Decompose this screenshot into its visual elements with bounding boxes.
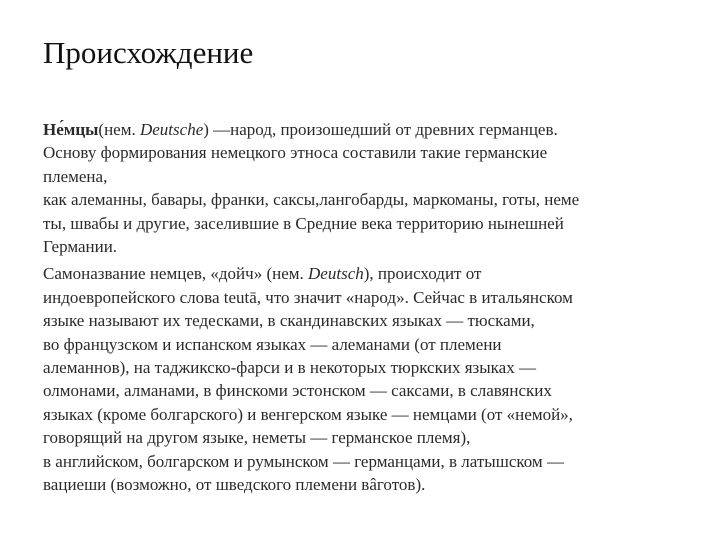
text-fragment: ) —народ, произошедший от древних германцев. xyxy=(203,120,558,139)
slide-title: Происхождение xyxy=(43,35,254,70)
slide-body xyxy=(43,118,693,497)
text-line: вациеши (возможно, от шведского племени вâготов). xyxy=(43,475,426,495)
text-line xyxy=(43,118,693,141)
paragraph-self-name xyxy=(43,262,693,496)
text-line: языках (кроме болгарского) и венгерском языке — немцами (от «немой», xyxy=(43,404,573,424)
text-line: в английском, болгарском и румынском — германцами, в латышском — xyxy=(43,451,564,471)
text-line: олмонами, алманами, в финскоми эстонском — саксами, в славянских xyxy=(43,381,552,401)
foreign-word: Deutsche xyxy=(139,120,204,139)
text-line: говорящий на другом языке, неметы — германское племя), xyxy=(43,428,471,448)
paragraph-nemtsy xyxy=(43,118,693,258)
text-line xyxy=(43,262,693,285)
text-line: Германии. xyxy=(43,237,118,257)
text-fragment: Самоназвание немцев, «дойч» (нем. xyxy=(43,264,309,284)
term-nemtsy: Не́мцы xyxy=(43,120,99,139)
text-line: как алеманны, бавары, франки, саксы,лангобарды, маркоманы, готы, неме xyxy=(43,190,580,210)
text-line: алеманнов), на таджикско-фарси и в некоторых тюркских языках — xyxy=(43,358,536,378)
text-line: индоевропейского слова teutā, что значит «народ». Сейчас в итальянском xyxy=(43,287,573,307)
text-line: языке называют их тедесками, в скандинавских языках — тюсками, xyxy=(43,311,535,331)
text-line: племена, xyxy=(43,166,108,186)
text-line: Основу формирования немецкого этноса составили такие германские xyxy=(43,143,548,163)
foreign-word: Deutsch xyxy=(308,264,364,284)
text-fragment: ), происходит от xyxy=(363,264,482,284)
text-fragment: (нем. xyxy=(98,120,140,139)
text-line: ты, швабы и другие, заселившие в Средние века территорию нынешней xyxy=(43,213,564,233)
text-line: во французском и испанском языках — алеманами (от племени xyxy=(43,334,502,354)
